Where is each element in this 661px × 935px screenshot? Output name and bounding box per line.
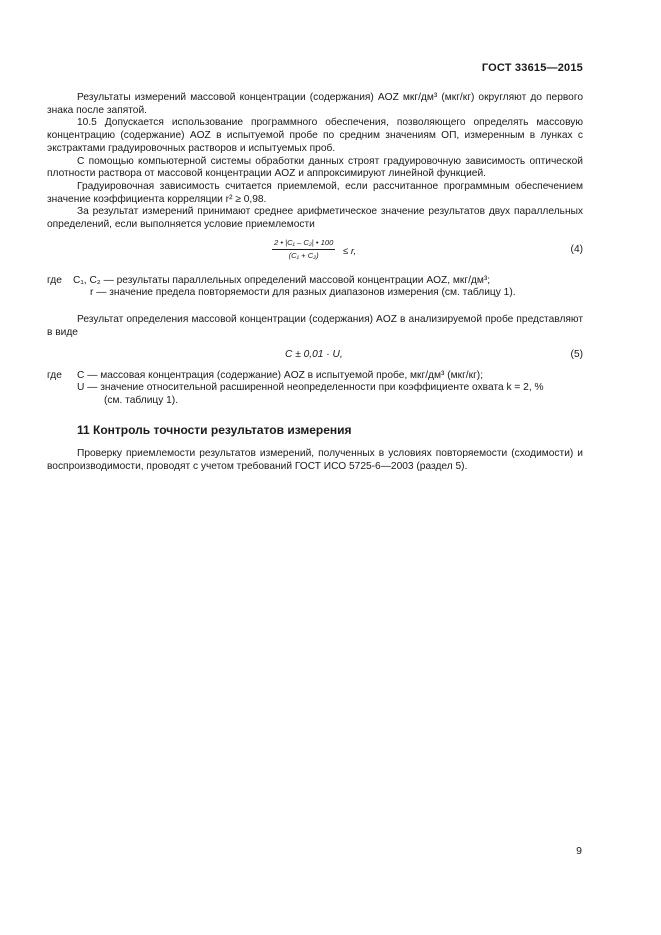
where-label-1: где <box>47 274 62 286</box>
formula-5 <box>47 344 583 370</box>
paragraph-result-form: Результат определения массовой концентрации (содержания) AOZ в анализируемой пробе представляют в виде <box>47 314 583 338</box>
where-label-2: где <box>47 369 62 381</box>
paragraph-rounding: Результаты измерений массовой концентрации (содержания) AOZ мкг/дм³ (мкг/кг) округляют до первого знака после запятой. <box>47 92 583 116</box>
formula-5-expression: C ± 0,01 · U, <box>285 348 343 360</box>
where-r: r — значение предела повторяемости для разных диапазонов измерения (см. таблицу 1). <box>90 287 516 299</box>
formula-4-denominator: (C₁ + C₂) <box>288 250 319 260</box>
formula-4-rhs: ≤ r, <box>343 245 357 257</box>
paragraph-10-5: 10.5 Допускается использование программного обеспечения, позволяющего определять массовую концентрацию (содержание) AOZ в испытуемой пробе по средним значениям ОП, измеренным в лунках с экстрактами градуировочных растворов и испытуемых проб. <box>47 117 583 154</box>
where-u-continued: (см. таблицу 1). <box>104 394 179 406</box>
formula-4-fraction <box>272 238 335 261</box>
where-c1-c2: C₁, C₂ — результаты параллельных определений массовой концентрации AOZ, мкг/дм³; <box>73 274 491 286</box>
body-text <box>47 92 583 474</box>
page-number: 9 <box>576 845 582 857</box>
paragraph-result-condition: За результат измерений принимают среднее арифметическое значение результатов двух параллельных определений, если выполняется условие приемлемости <box>47 206 583 231</box>
formula-5-number: (5) <box>570 348 583 360</box>
formula-4-number: (4) <box>570 243 583 255</box>
document-code: ГОСТ 33615—2015 <box>481 62 583 74</box>
paragraph-correlation: Градуировочная зависимость считается приемлемой, если рассчитанное программным обеспечением значение коэффициента корреляции r² ≥ 0,98. <box>47 180 583 205</box>
paragraph-calibration: С помощью компьютерной системы обработки данных строят градуировочную зависимость оптической плотности раствора от массовой концентрации AOZ и аппроксимируют линейной функцией. <box>47 155 583 180</box>
section-11-title: 11 Контроль точности результатов измерения <box>77 422 352 437</box>
section-11-text: Проверку приемлемости результатов измерений, полученных в условиях повторяемости (сходимости) и воспроизводимости, проводят с учетом требований ГОСТ ИСО 5725-6—2003 (раздел 5). <box>47 448 583 473</box>
where-u: U — значение относительной расширенной неопределенности при коэффициенте охвата k = 2, % <box>77 382 544 394</box>
where-block-2 <box>47 370 583 408</box>
where-c: C — массовая концентрация (содержание) AOZ в испытуемой пробе, мкг/дм³ (мкг/кг); <box>77 369 484 381</box>
formula-4 <box>47 235 583 275</box>
formula-4-numerator: 2 • |C₁ – C₂| • 100 <box>272 238 335 250</box>
where-block-1 <box>47 275 583 300</box>
